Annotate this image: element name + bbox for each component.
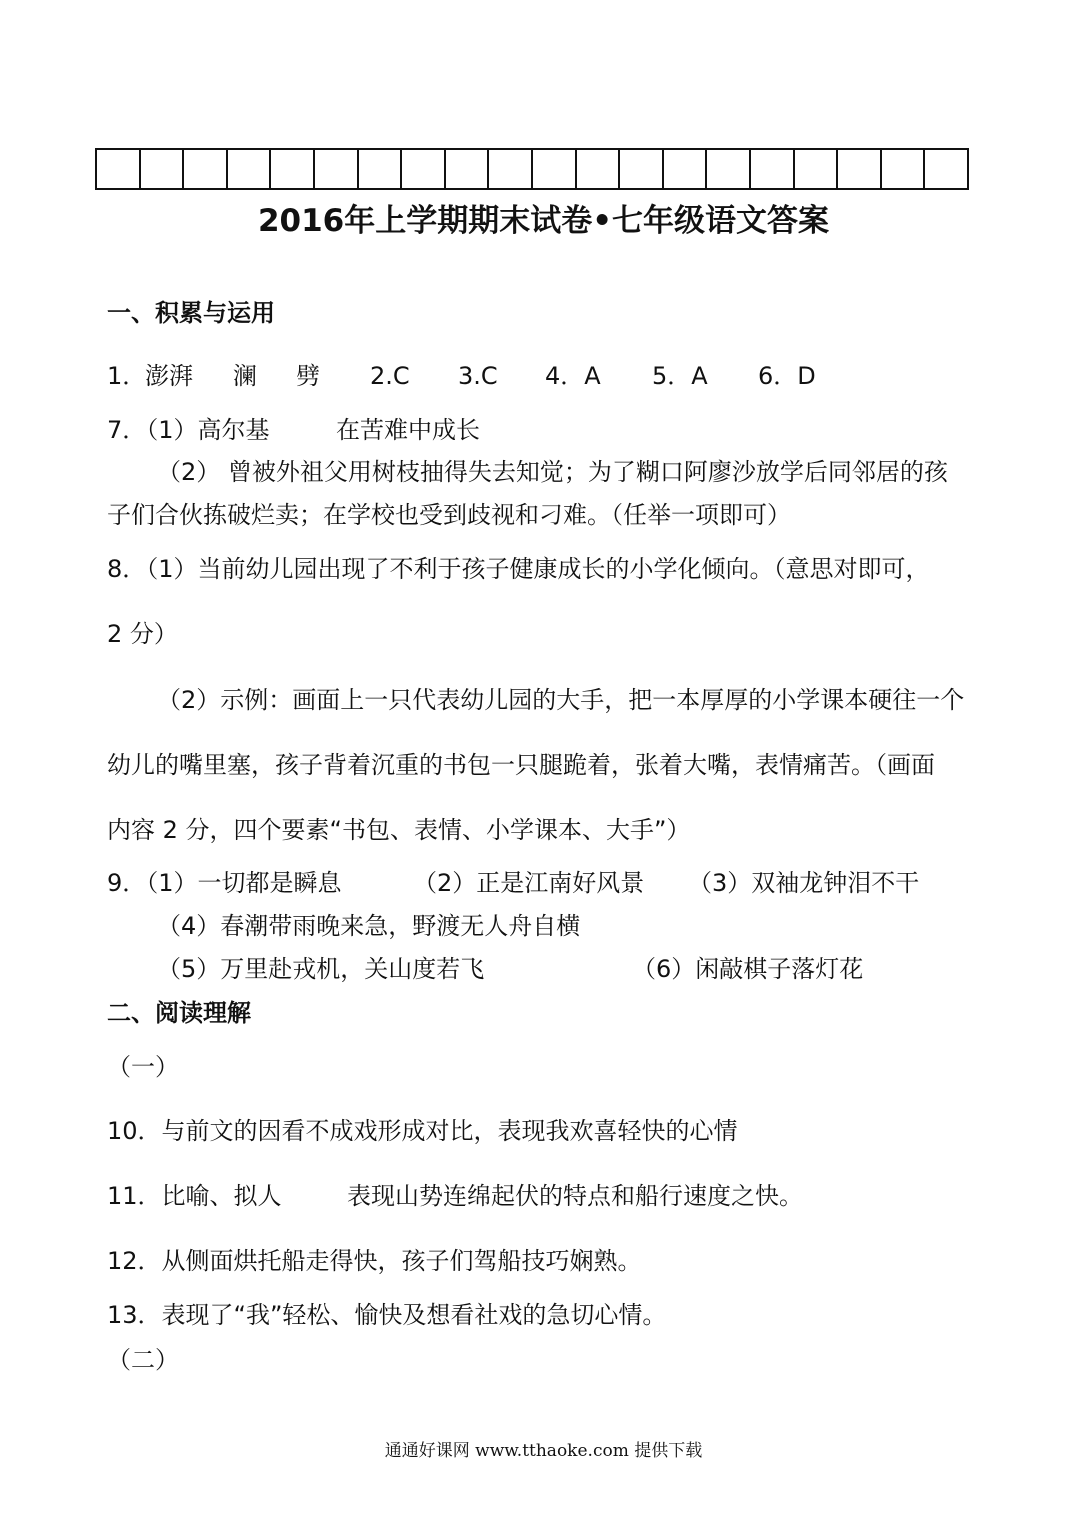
q10-answer: 10．与前文的因看不成戏形成对比，表现我欢喜轻快的心情 bbox=[107, 1117, 738, 1145]
grid-cell bbox=[228, 150, 272, 188]
q7-line-3: 子们合伙拣破烂卖；在学校也受到歧视和刁难。（任举一项即可） bbox=[107, 501, 791, 529]
grid-cell bbox=[141, 150, 185, 188]
q1-answer-b: 澜 bbox=[233, 362, 257, 390]
page-footer: 通通好课网 www.tthaoke.com 提供下载 bbox=[384, 1441, 703, 1461]
q4-answer: 4．A bbox=[545, 362, 601, 390]
grid-cell bbox=[620, 150, 664, 188]
q3-answer: 3.C bbox=[458, 362, 498, 390]
q9-part-4: （4）春潮带雨晚来急，野渡无人舟自横 bbox=[157, 912, 581, 940]
grid-cell bbox=[925, 150, 967, 188]
q7-line-1b: 在苦难中成长 bbox=[336, 416, 480, 444]
grid-cell bbox=[882, 150, 926, 188]
q9-part-3: （3）双袖龙钟泪不干 bbox=[688, 869, 920, 897]
q8-line-4: 幼儿的嘴里塞，孩子背着沉重的书包一只腿跪着，张着大嘴，表情痛苦。（画面 bbox=[107, 751, 935, 779]
q9-part-5: （5）万里赴戎机，关山度若飞 bbox=[157, 955, 485, 983]
q7-line-1a: 7．（1）高尔基 bbox=[107, 416, 270, 444]
q5-answer: 5．A bbox=[652, 362, 708, 390]
grid-cell bbox=[533, 150, 577, 188]
q12-answer: 12．从侧面烘托船走得快，孩子们驾船技巧娴熟。 bbox=[107, 1247, 642, 1275]
q9-part-2: （2）正是江南好风景 bbox=[413, 869, 645, 897]
grid-cell bbox=[664, 150, 708, 188]
q8-line-3: （2）示例：画面上一只代表幼儿园的大手，把一本厚厚的小学课本硬往一个 bbox=[157, 686, 965, 714]
q1-answer-a: 澎湃 bbox=[145, 362, 193, 390]
grid-cell bbox=[489, 150, 533, 188]
grid-cell bbox=[751, 150, 795, 188]
q9-part-1: 9．（1）一切都是瞬息 bbox=[107, 869, 342, 897]
grid-cell bbox=[359, 150, 403, 188]
q8-line-1: 8．（1）当前幼儿园出现了不利于孩子健康成长的小学化倾向。（意思对即可， bbox=[107, 555, 930, 583]
part-1-label: （一） bbox=[107, 1053, 179, 1081]
section-heading-1: 一、积累与运用 bbox=[107, 299, 275, 327]
q6-answer: 6．D bbox=[758, 362, 816, 390]
grid-cell bbox=[402, 150, 446, 188]
q7-line-2: （2） 曾被外祖父用树枝抽得失去知觉；为了糊口阿廖沙放学后同邻居的孩 bbox=[157, 458, 948, 486]
grid-cell bbox=[577, 150, 621, 188]
q1-number: 1． bbox=[107, 362, 147, 390]
q11-answer-a: 11．比喻、拟人 bbox=[107, 1182, 282, 1210]
q11-answer-b: 表现山势连绵起伏的特点和船行速度之快。 bbox=[347, 1182, 803, 1210]
q2-answer: 2.C bbox=[370, 362, 410, 390]
q8-line-5: 内容 2 分，四个要素“书包、表情、小学课本、大手”） bbox=[107, 816, 691, 844]
grid-cell bbox=[97, 150, 141, 188]
grid-cell bbox=[707, 150, 751, 188]
q13-answer: 13．表现了“我”轻松、愉快及想看社戏的急切心情。 bbox=[107, 1301, 667, 1329]
q1-answer-c: 劈 bbox=[296, 362, 320, 390]
grid-cell bbox=[315, 150, 359, 188]
grid-cell bbox=[838, 150, 882, 188]
grid-cell bbox=[795, 150, 839, 188]
page-title: 2016年上学期期末试卷•七年级语文答案 bbox=[257, 203, 830, 239]
grid-cell bbox=[271, 150, 315, 188]
part-2-label: （二） bbox=[107, 1346, 179, 1374]
answer-grid bbox=[95, 148, 969, 190]
grid-cell bbox=[184, 150, 228, 188]
q9-part-6: （6）闲敲棋子落灯花 bbox=[632, 955, 864, 983]
section-heading-2: 二、阅读理解 bbox=[107, 999, 251, 1027]
grid-cell bbox=[446, 150, 490, 188]
q8-line-2: 2 分） bbox=[107, 620, 178, 648]
